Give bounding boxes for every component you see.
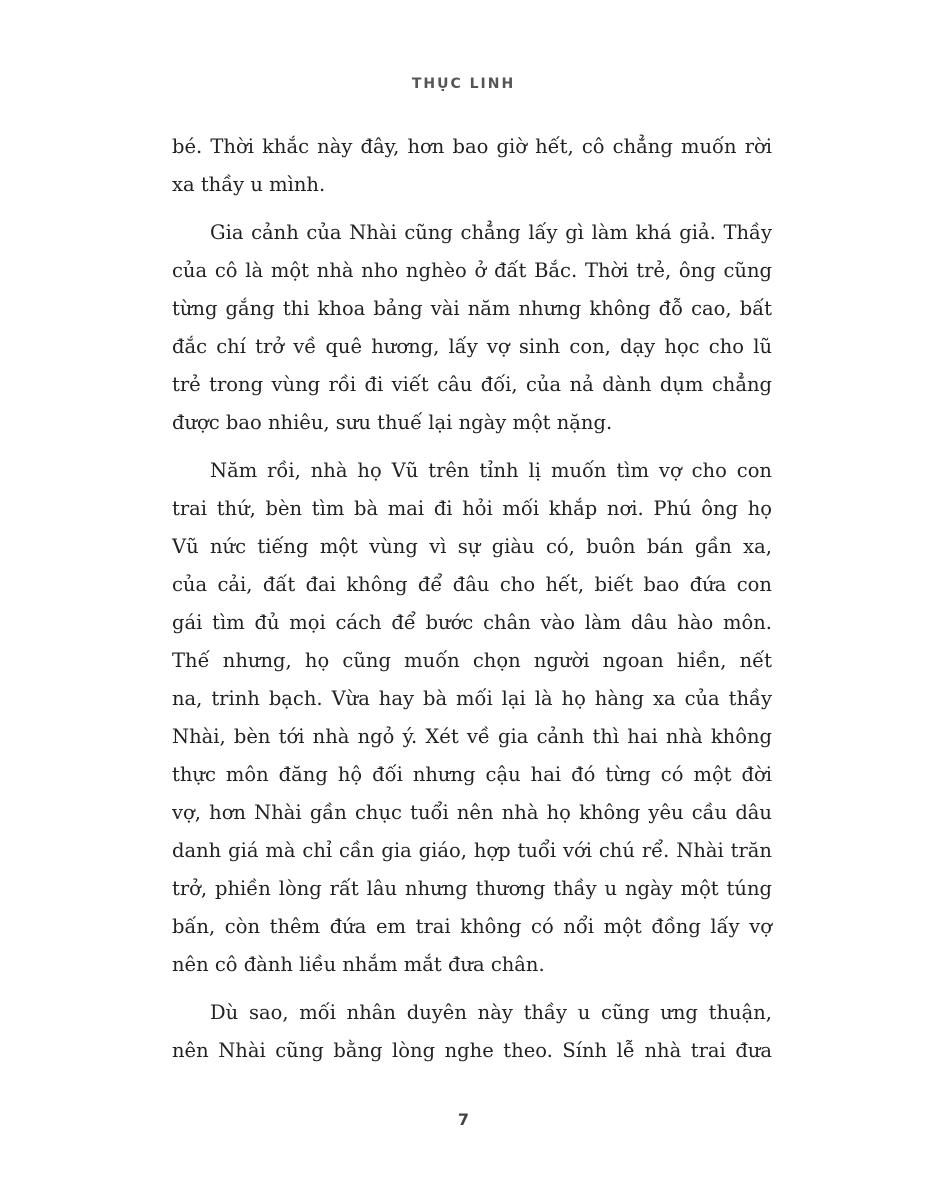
- text-line: trở, phiền lòng rất lâu nhưng thương thầy u ngày một túng: [172, 877, 772, 900]
- text-line: Nhài, bèn tới nhà ngỏ ý. Xét về gia cảnh thì hai nhà không: [172, 725, 772, 748]
- text-line: Dù sao, mối nhân duyên này thầy u cũng ưng thuận,: [210, 1001, 772, 1024]
- running-header-title: THỤC LINH: [411, 76, 516, 92]
- text-line: Gia cảnh của Nhài cũng chẳng lấy gì làm khá giả. Thầy: [210, 221, 772, 244]
- paragraph-4: [172, 994, 772, 1070]
- page-number: 7: [457, 1110, 470, 1129]
- text-line: nên cô đành liều nhắm mắt đưa chân.: [172, 953, 545, 976]
- paragraph-3: [172, 452, 772, 984]
- text-line: xa thầy u mình.: [172, 173, 326, 196]
- text-line: danh giá mà chỉ cần gia giáo, hợp tuổi với chú rể. Nhài trăn: [172, 839, 772, 862]
- text-line: của cô là một nhà nho nghèo ở đất Bắc. Thời trẻ, ông cũng: [172, 259, 772, 282]
- text-line: Vũ nức tiếng một vùng vì sự giàu có, buôn bán gần xa,: [172, 535, 772, 558]
- text-line: na, trinh bạch. Vừa hay bà mối lại là họ hàng xa của thầy: [172, 687, 772, 710]
- body-text: [172, 128, 772, 1080]
- text-line: từng gắng thi khoa bảng vài năm nhưng không đỗ cao, bất: [172, 297, 772, 320]
- text-line: của cải, đất đai không để đâu cho hết, biết bao đứa con: [172, 573, 772, 596]
- text-line: Thế nhưng, họ cũng muốn chọn người ngoan hiền, nết: [172, 649, 772, 672]
- text-line: trẻ trong vùng rồi đi viết câu đối, của nả dành dụm chẳng: [172, 373, 772, 396]
- text-line: đắc chí trở về quê hương, lấy vợ sinh con, dạy học cho lũ: [172, 335, 772, 358]
- text-line: bé. Thời khắc này đây, hơn bao giờ hết, cô chẳng muốn rời: [172, 135, 772, 158]
- text-line: vợ, hơn Nhài gần chục tuổi nên nhà họ không yêu cầu dâu: [172, 801, 772, 824]
- text-line: trai thứ, bèn tìm bà mai đi hỏi mối khắp nơi. Phú ông họ: [172, 497, 772, 520]
- text-line: nên Nhài cũng bằng lòng nghe theo. Sính lễ nhà trai đưa: [172, 1039, 772, 1062]
- text-line: thực môn đăng hộ đối nhưng cậu hai đó từng có một đời: [172, 763, 772, 786]
- text-line: Năm rồi, nhà họ Vũ trên tỉnh lị muốn tìm vợ cho con: [210, 459, 772, 482]
- paragraph-2: [172, 214, 772, 442]
- text-line: bấn, còn thêm đứa em trai không có nổi một đồng lấy vợ: [172, 915, 772, 938]
- text-line: gái tìm đủ mọi cách để bước chân vào làm dâu hào môn.: [172, 611, 772, 634]
- paragraph-1: [172, 128, 772, 204]
- text-line: được bao nhiêu, sưu thuế lại ngày một nặng.: [172, 411, 613, 434]
